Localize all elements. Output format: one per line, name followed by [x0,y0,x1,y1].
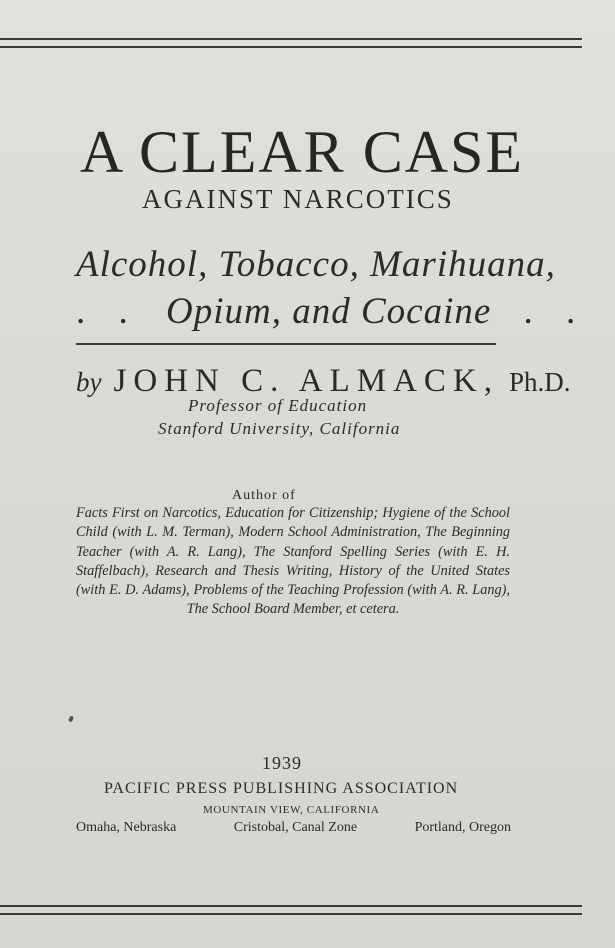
author-institution: Stanford University, California [158,419,401,438]
publisher-name: PACIFIC PRESS PUBLISHING ASSOCIATION [104,780,459,797]
topics-line-1: Alcohol, Tobacco, Marihuana, [76,244,556,285]
branch-portland: Portland, Oregon [414,820,511,835]
leading-dots: . . [76,291,140,332]
author-name: JOHN C. ALMACK, [113,363,500,399]
author-degree: Ph.D. [509,367,571,397]
book-subtitle: AGAINST NARCOTICS [142,184,454,214]
top-rule-outer [0,38,582,40]
branch-cristobal: Cristobal, Canal Zone [233,820,358,835]
publication-year: 1939 [262,753,302,773]
top-rule-inner [0,46,582,48]
works-text: Facts First on Narcotics, Education for Citizenship; Hygiene of the School Child (with L. M. Terman), Modern School Administration, The Beginning Teacher (with A. R. Lang), The Stanford Spelling Series (with E. H. Staffelbach), Research and Thesis Writing, History of the United States (with E. D. Adams), Problems of the Teaching Profession (with A. R. Lang), The School Board Member, et cetera. [76,505,510,618]
book-title: A CLEAR CASE [80,119,525,185]
author-byline [76,363,571,400]
branch-offices [76,820,511,836]
trailing-dots: . . [523,291,588,332]
author-of-heading [232,487,296,504]
topics-line-2 [76,290,587,333]
publisher-city: MOUNTAIN VIEW, CALIFORNIA [203,804,380,816]
branch-omaha: Omaha, Nebraska [76,820,177,835]
byline-by: by [76,367,102,397]
author-position: Professor of Education [188,396,368,415]
author-of-heading-text: Author of [232,488,296,503]
bottom-rule-inner [0,913,582,915]
topics-line-2-text: Opium, and Cocaine [166,291,492,332]
bottom-rule-outer [0,905,582,907]
middle-rule [76,343,496,345]
ink-speck [68,715,74,722]
works-list [76,504,510,620]
